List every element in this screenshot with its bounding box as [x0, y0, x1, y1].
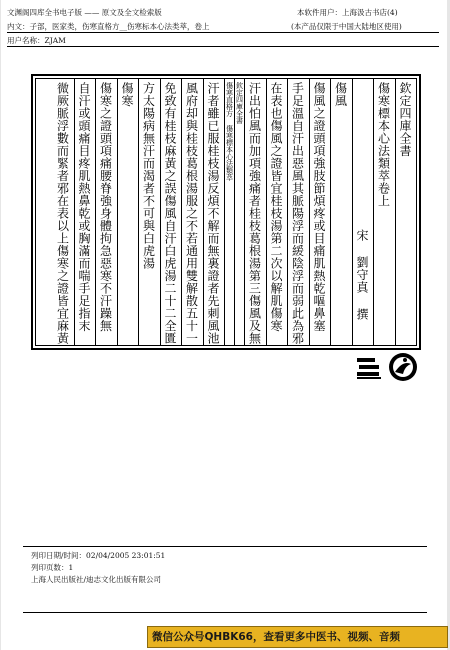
margin-note-column: 欽定四庫全書: [235, 82, 244, 124]
footer-rule: [23, 546, 427, 547]
column-rule: [224, 79, 225, 345]
header-rule: [7, 32, 439, 33]
text-column: 免致有桂枝麻黃之誤傷風自汗白虎湯二十二全匱: [163, 82, 177, 345]
text-column: 汗者雖已服桂枝湯反煩不解而無裏證者先刺風池: [206, 82, 220, 345]
text-columns: [35, 78, 417, 346]
column-rule: [160, 79, 161, 345]
text-column: 手足溫自汗出惡風其脈陽浮而緩陰浮而弱此為邪: [290, 82, 305, 345]
header-username: 用户名称：ZJAM: [7, 36, 66, 45]
column-rule: [266, 79, 267, 345]
column-rule: [330, 79, 331, 345]
column-rule: [138, 79, 139, 345]
promo-banner[interactable]: 微信公众号QHBK66，查看更多中医书、视频、音频: [147, 626, 448, 648]
text-column: 方太陽病無汗而渴者不可與白虎湯: [141, 82, 156, 270]
text-column: 傷寒之證頭項痛腰脊強身體拘急惡寒不汗躁無: [98, 82, 113, 332]
text-column: 自汗或頭痛目疼肌熱鼻乾或胸滿而喘手足指末: [77, 82, 91, 332]
text-column: 傷寒標本心法類萃卷上: [376, 82, 391, 207]
footer-rule-bottom: [23, 612, 427, 613]
column-rule: [181, 79, 182, 345]
column-rule: [373, 79, 374, 345]
document-page: [1, 0, 447, 650]
text-column: 傷風之證頭項強肢節煩疼或目痛肌熱乾嘔鼻塞: [312, 82, 326, 332]
column-rule: [287, 79, 288, 345]
print-pages: 列印页数：1: [31, 563, 74, 572]
column-rule: [117, 79, 118, 345]
text-column: 在表也傷風之證皆宜桂枝湯第二次以解肌傷寒: [269, 82, 283, 332]
header-user: 本软件用户：上海汲古书店(4): [297, 8, 398, 17]
text-column: 汗出怕風而加項強痛者桂枝葛根湯第三傷風及無: [247, 82, 262, 345]
header-content-path: 内文：子部，医家类，伤寒直格方__伤寒标本心法类萃，卷上: [7, 22, 210, 31]
margin-note-column: 傷寒直格方 傷寒標本心法類萃: [225, 82, 234, 181]
text-column: 宋 劉守真 撰: [355, 229, 369, 321]
header-title: 文渊阁四库全书电子版 —— 原文及全文检索版: [7, 8, 162, 17]
column-rule: [395, 79, 396, 345]
header-license: (本产品仅限于中国大陆地区使用): [291, 22, 402, 31]
text-frame: [31, 74, 421, 350]
column-rule: [74, 79, 75, 345]
text-column: 欽定四庫全書: [398, 82, 412, 157]
text-column: 傷風: [333, 82, 348, 107]
column-rule: [95, 79, 96, 345]
print-date: 列印日期/时间：02/04/2005 23:01:51: [31, 551, 166, 560]
header-rule-bottom: [7, 46, 439, 47]
column-rule: [203, 79, 204, 345]
publisher-logo: [355, 350, 419, 386]
publisher-line: 上海人民出版社/迪志文化出版有限公司: [31, 575, 162, 584]
column-rule: [244, 79, 245, 345]
column-rule: [352, 79, 353, 345]
column-rule: [309, 79, 310, 345]
text-column: 風府却與桂枝葛根湯服之不若通用雙解散五十一: [184, 82, 199, 345]
text-column: 微厥脈浮數而緊者邪在表以上傷寒之證皆宜麻黃: [55, 82, 70, 345]
text-column: 傷寒: [120, 82, 134, 107]
column-rule: [234, 79, 235, 345]
